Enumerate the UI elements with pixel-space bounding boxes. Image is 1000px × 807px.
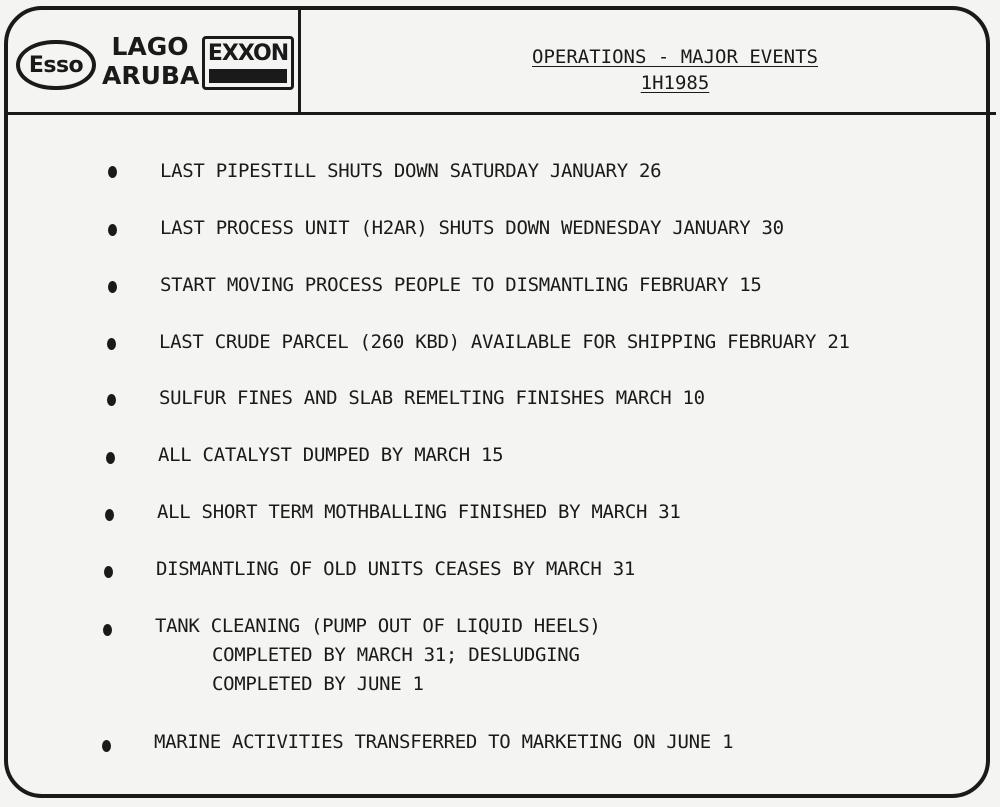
bullet-icon [107,394,116,406]
bullet-icon [102,740,111,752]
event-item-continuation: COMPLETED BY MARCH 31; DESLUDGING [212,644,580,666]
event-item: SULFUR FINES AND SLAB REMELTING FINISHES MARCH 10 [159,387,705,409]
logo-divider-line [298,8,301,114]
bullet-icon [104,566,113,578]
event-item: START MOVING PROCESS PEOPLE TO DISMANTLING FEBRUARY 15 [160,274,762,296]
event-item: TANK CLEANING (PUMP OUT OF LIQUID HEELS) [155,615,601,637]
esso-logo: Esso [16,40,96,90]
bullet-icon [105,509,114,521]
bullet-icon [108,166,117,178]
title-line-2: 1H1985 [640,72,710,94]
lago-label: LAGO [111,32,189,61]
event-item: LAST CRUDE PARCEL (260 KBD) AVAILABLE FOR SHIPPING FEBRUARY 21 [159,331,850,353]
bullet-icon [108,281,117,293]
lago-aruba-logo [102,32,198,90]
exxon-logo-bar [209,69,287,83]
aruba-label: ARUBA [102,61,200,90]
bullet-icon [103,624,112,636]
event-item: DISMANTLING OF OLD UNITS CEASES BY MARCH 31 [156,558,635,580]
bullet-icon [107,338,116,350]
event-item: ALL SHORT TERM MOTHBALLING FINISHED BY MARCH 31 [157,501,681,523]
title-line-1: OPERATIONS - MAJOR EVENTS [532,46,818,68]
page-title [440,44,910,96]
event-item-continuation: COMPLETED BY JUNE 1 [212,673,424,695]
event-item: LAST PROCESS UNIT (H2AR) SHUTS DOWN WEDNESDAY JANUARY 30 [160,217,784,239]
header-divider-line [4,112,996,115]
bullet-icon [108,224,117,236]
exxon-logo [202,36,294,90]
exxon-label: EXXON [207,41,289,66]
event-item: LAST PIPESTILL SHUTS DOWN SATURDAY JANUARY 26 [160,160,662,182]
event-item: ALL CATALYST DUMPED BY MARCH 15 [158,444,504,466]
event-item: MARINE ACTIVITIES TRANSFERRED TO MARKETING ON JUNE 1 [154,731,734,753]
bullet-icon [106,452,115,464]
